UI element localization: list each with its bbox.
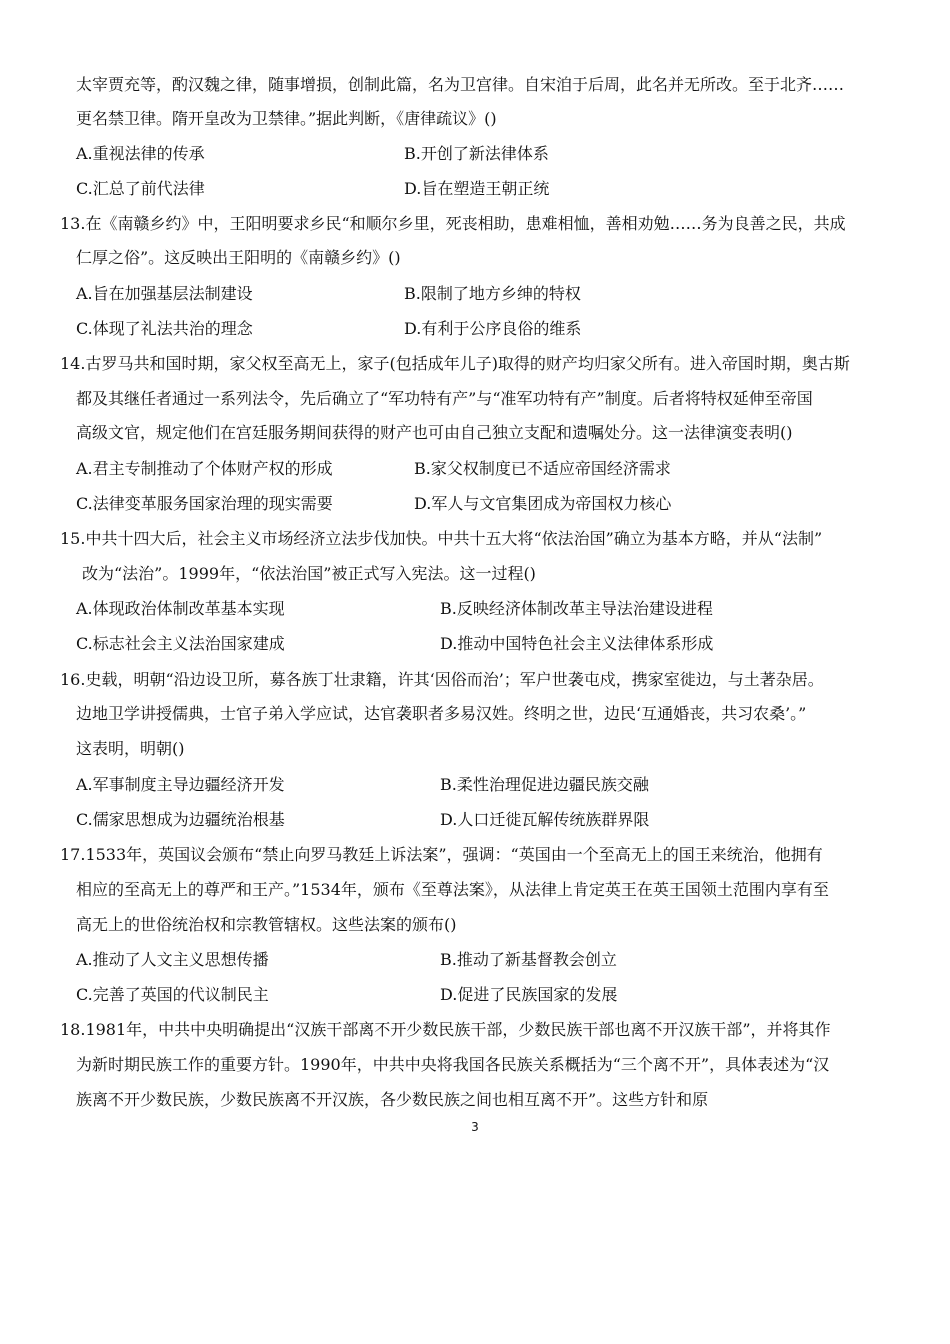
q15-stem-line-2: 改为“法治”。1999年，“依法治国”被正式写入宪法。这一过程() bbox=[82, 564, 536, 583]
q16-stem-line-2: 边地卫学讲授儒典，士官子弟入学应试，达官袭职者多易汉姓。终明之世，边民‘互通婚丧，共习农桑’。” bbox=[76, 704, 807, 723]
q17-option-b: B.推动了新基督教会创立 bbox=[440, 950, 617, 969]
q14-option-d: D.军人与文官集团成为帝国权力核心 bbox=[414, 494, 672, 513]
q14-option-c: C.法律变革服务国家治理的现实需要 bbox=[76, 494, 333, 513]
q18-stem-line-2: 为新时期民族工作的重要方针。1990年，中共中央将我国各民族关系概括为“三个离不开”，具体表述为“汉 bbox=[76, 1055, 830, 1074]
q12-option-b: B.开创了新法律体系 bbox=[404, 144, 549, 163]
q13-stem-line-1: 13.在《南赣乡约》中，王阳明要求乡民“和顺尔乡里，死丧相助，患难相恤，善相劝勉……务为良善之民，共成 bbox=[60, 214, 846, 233]
q13-stem-line-2: 仁厚之俗”。这反映出王阳明的《南赣乡约》() bbox=[76, 248, 401, 267]
q16-option-c: C.儒家思想成为边疆统治根基 bbox=[76, 810, 285, 829]
q17-stem-line-3: 高无上的世俗统治权和宗教管辖权。这些法案的颁布() bbox=[76, 915, 457, 934]
q14-stem-line-3: 高级文官，规定他们在宫廷服务期间获得的财产也可由自己独立支配和遗嘱处分。这一法律演变表明() bbox=[76, 423, 793, 442]
q18-stem-line-1: 18.1981年，中共中央明确提出“汉族干部离不开少数民族干部，少数民族干部也离不开汉族干部”，并将其作 bbox=[60, 1020, 831, 1039]
page-number: 3 bbox=[471, 1120, 479, 1134]
q14-stem-line-2: 都及其继任者通过一系列法令，先后确立了“军功特有产”与“准军功特有产”制度。后者将特权延伸至帝国 bbox=[76, 389, 813, 408]
q16-stem-line-3: 这表明，明朝() bbox=[76, 739, 185, 758]
q13-option-a: A.旨在加强基层法制建设 bbox=[76, 284, 253, 303]
q15-option-a: A.体现政治体制改革基本实现 bbox=[76, 599, 285, 618]
q12-stem-line-1: 太宰贾充等，酌汉魏之律，随事增损，创制此篇，名为卫宫律。自宋洎于后周，此名并无所改。至于北齐…… bbox=[76, 75, 845, 94]
q15-option-b: B.反映经济体制改革主导法治建设进程 bbox=[440, 599, 713, 618]
q17-option-c: C.完善了英国的代议制民主 bbox=[76, 985, 269, 1004]
q14-stem-line-1: 14.古罗马共和国时期，家父权至高无上，家子(包括成年儿子)取得的财产均归家父所有。进入帝国时期，奥古斯 bbox=[60, 354, 850, 373]
q15-option-d: D.推动中国特色社会主义法律体系形成 bbox=[440, 634, 714, 653]
q15-stem-line-1: 15.中共十四大后，社会主义市场经济立法步伐加快。中共十五大将“依法治国”确立为基本方略，并从“法制” bbox=[60, 529, 823, 548]
q14-option-b: B.家父权制度已不适应帝国经济需求 bbox=[414, 459, 671, 478]
q15-option-c: C.标志社会主义法治国家建成 bbox=[76, 634, 285, 653]
q12-option-c: C.汇总了前代法律 bbox=[76, 179, 205, 198]
q14-option-a: A.君主专制推动了个体财产权的形成 bbox=[76, 459, 333, 478]
q18-stem-line-3: 族离不开少数民族，少数民族离不开汉族，各少数民族之间也相互离不开”。这些方针和原 bbox=[76, 1090, 709, 1109]
q12-stem-line-2: 更名禁卫律。隋开皇改为卫禁律。”据此判断，《唐律疏议》() bbox=[76, 109, 497, 128]
q17-option-a: A.推动了人文主义思想传播 bbox=[76, 950, 269, 969]
q12-option-d: D.旨在塑造王朝正统 bbox=[404, 179, 550, 198]
q17-stem-line-2: 相应的至高无上的尊严和王产。”1534年，颁布《至尊法案》，从法律上肯定英王在英王国领土范围内享有至 bbox=[76, 880, 829, 899]
q13-option-d: D.有利于公序良俗的维系 bbox=[404, 319, 582, 338]
q16-option-b: B.柔性治理促进边疆民族交融 bbox=[440, 775, 649, 794]
q16-option-d: D.人口迁徙瓦解传统族群界限 bbox=[440, 810, 650, 829]
q17-option-d: D.促进了民族国家的发展 bbox=[440, 985, 618, 1004]
q16-stem-line-1: 16.史载，明朝“沿边设卫所，募各族丁壮隶籍，许其‘因俗而治’；军户世袭屯戍，携家室徙边，与土著杂居。 bbox=[60, 670, 824, 689]
q16-option-a: A.军事制度主导边疆经济开发 bbox=[76, 775, 285, 794]
q13-option-b: B.限制了地方乡绅的特权 bbox=[404, 284, 581, 303]
q13-option-c: C.体现了礼法共治的理念 bbox=[76, 319, 253, 338]
q12-option-a: A.重视法律的传承 bbox=[76, 144, 205, 163]
q17-stem-line-1: 17.1533年，英国议会颁布“禁止向罗马教廷上诉法案”，强调：“英国由一个至高无上的国王来统治，他拥有 bbox=[60, 845, 823, 864]
